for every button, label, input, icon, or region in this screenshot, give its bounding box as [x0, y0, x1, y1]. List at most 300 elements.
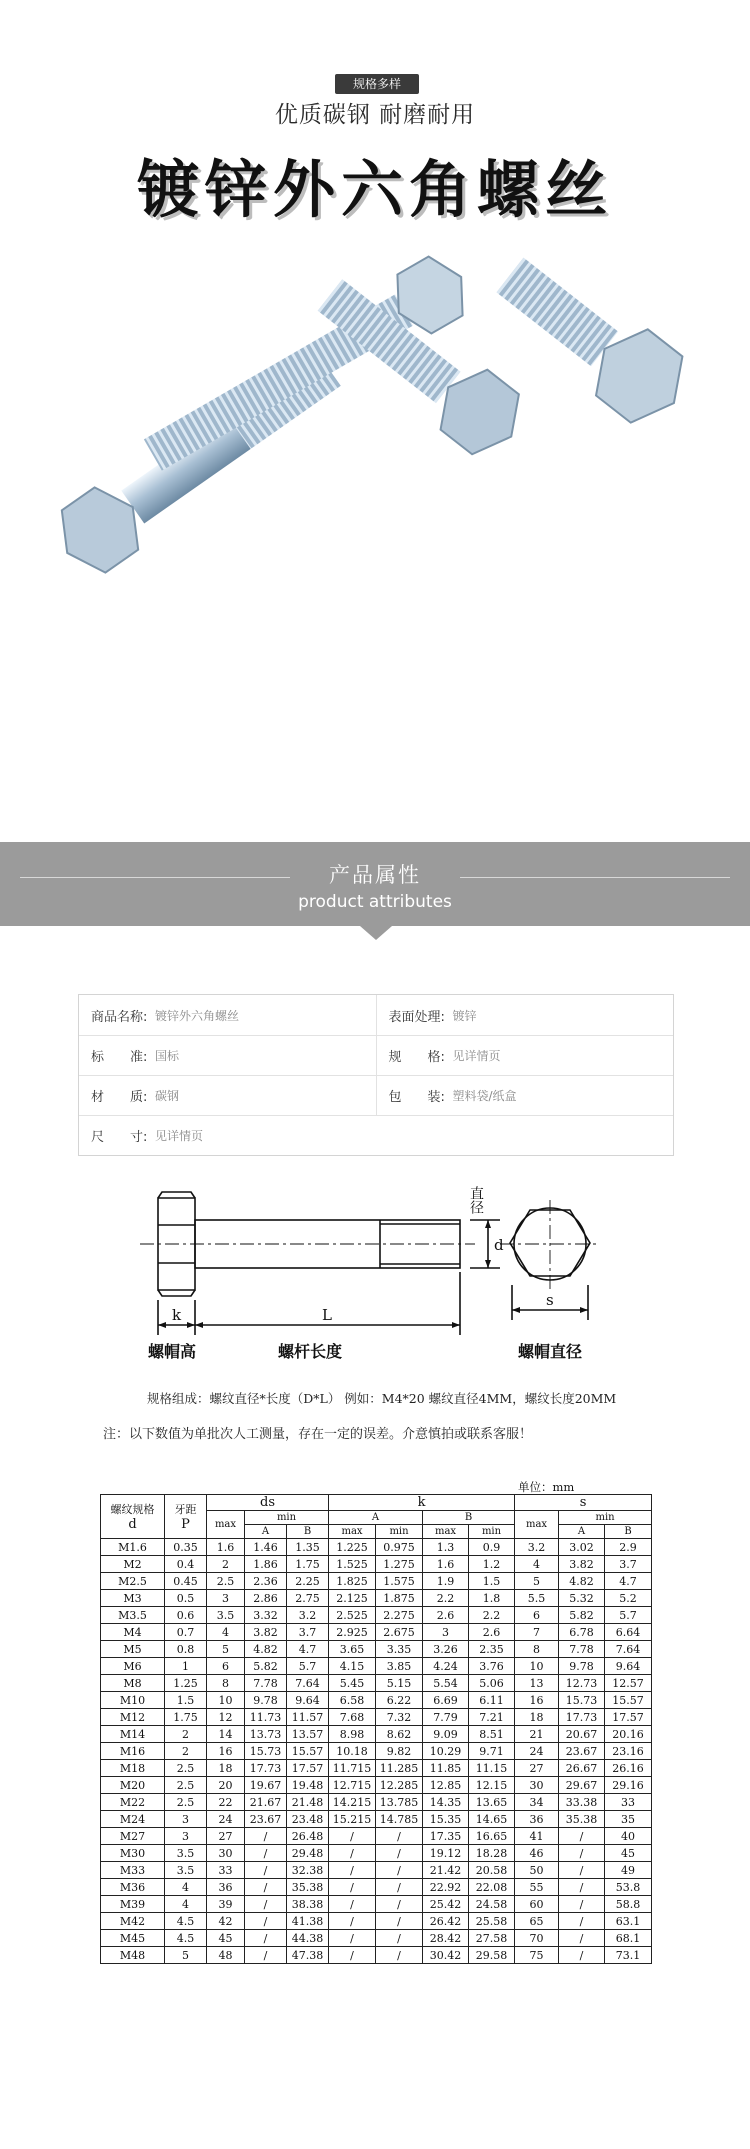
- table-cell: 7: [515, 1624, 559, 1641]
- header-A: A: [559, 1525, 605, 1539]
- table-cell: 1.75: [287, 1556, 329, 1573]
- table-cell: 5.2: [605, 1590, 652, 1607]
- table-cell: 39: [207, 1896, 245, 1913]
- table-cell: 41.38: [287, 1913, 329, 1930]
- table-cell: 2.2: [469, 1607, 515, 1624]
- table-cell: 46: [515, 1845, 559, 1862]
- table-cell: 20: [207, 1777, 245, 1794]
- table-row: [101, 1743, 652, 1760]
- table-cell: /: [376, 1845, 423, 1862]
- table-cell: 5.7: [605, 1607, 652, 1624]
- table-cell: 3.5: [207, 1607, 245, 1624]
- attribute-value: 国标: [155, 1049, 180, 1063]
- table-cell: 2.5: [207, 1573, 245, 1590]
- table-cell: 6: [515, 1607, 559, 1624]
- table-cell: 3: [165, 1811, 207, 1828]
- attribute-key: 包 装:: [388, 1090, 445, 1105]
- table-cell: 5.82: [559, 1607, 605, 1624]
- table-cell: 0.5: [165, 1590, 207, 1607]
- hero-subtitle: 优质碳钢 耐磨耐用: [274, 102, 476, 128]
- table-cell: 18: [207, 1760, 245, 1777]
- bolts-product-image: [0, 255, 750, 635]
- table-cell: M27: [101, 1828, 165, 1845]
- table-cell: 7.78: [245, 1675, 287, 1692]
- table-cell: 16: [207, 1743, 245, 1760]
- table-cell: M3: [101, 1590, 165, 1607]
- table-cell: 35.38: [559, 1811, 605, 1828]
- variety-badge: 规格多样: [335, 74, 419, 94]
- table-cell: /: [329, 1879, 376, 1896]
- table-row: [101, 1641, 652, 1658]
- table-cell: 17.73: [559, 1709, 605, 1726]
- table-cell: 18.28: [469, 1845, 515, 1862]
- table-cell: 1.75: [165, 1709, 207, 1726]
- banner-title-cn: 产品属性: [329, 863, 421, 887]
- table-cell: 29.48: [287, 1845, 329, 1862]
- table-cell: 41: [515, 1828, 559, 1845]
- table-cell: M39: [101, 1896, 165, 1913]
- table-cell: 16: [515, 1692, 559, 1709]
- table-cell: 25.42: [423, 1896, 469, 1913]
- table-cell: 6.64: [605, 1624, 652, 1641]
- table-cell: 36: [515, 1811, 559, 1828]
- table-cell: 3.85: [376, 1658, 423, 1675]
- table-row: [101, 1930, 652, 1947]
- table-cell: 12.715: [329, 1777, 376, 1794]
- table-row: [101, 1896, 652, 1913]
- table-cell: 13.785: [376, 1794, 423, 1811]
- table-cell: 2.36: [245, 1573, 287, 1590]
- table-cell: /: [245, 1930, 287, 1947]
- table-cell: 1.225: [329, 1539, 376, 1556]
- table-cell: 5: [165, 1947, 207, 1964]
- table-row: [101, 1794, 652, 1811]
- table-cell: 2.275: [376, 1607, 423, 1624]
- table-cell: 4.15: [329, 1658, 376, 1675]
- table-cell: 21.48: [287, 1794, 329, 1811]
- table-cell: 47.38: [287, 1947, 329, 1964]
- header-thread-spec-label: 螺纹规格: [110, 1503, 155, 1516]
- header-B: B: [287, 1525, 329, 1539]
- header-thread-spec: [101, 1495, 165, 1539]
- label-k: k: [172, 1306, 182, 1324]
- table-cell: 44.38: [287, 1930, 329, 1947]
- table-cell: /: [329, 1845, 376, 1862]
- table-cell: 6.22: [376, 1692, 423, 1709]
- table-cell: 4.7: [605, 1573, 652, 1590]
- table-cell: 3.35: [376, 1641, 423, 1658]
- table-cell: 3.02: [559, 1539, 605, 1556]
- table-cell: M22: [101, 1794, 165, 1811]
- table-cell: 33.38: [559, 1794, 605, 1811]
- table-cell: 10: [515, 1658, 559, 1675]
- table-cell: 19.67: [245, 1777, 287, 1794]
- header-A: A: [245, 1525, 287, 1539]
- table-cell: 33: [605, 1794, 652, 1811]
- table-row: [101, 1913, 652, 1930]
- table-cell: 2.125: [329, 1590, 376, 1607]
- table-cell: /: [559, 1913, 605, 1930]
- table-cell: 33: [207, 1862, 245, 1879]
- attribute-value: 塑料袋/纸盒: [452, 1089, 517, 1103]
- table-cell: 7.32: [376, 1709, 423, 1726]
- table-cell: 40: [605, 1828, 652, 1845]
- table-cell: 14.215: [329, 1794, 376, 1811]
- attributes-row: [79, 995, 673, 1035]
- table-cell: 20.16: [605, 1726, 652, 1743]
- dimension-table-body: [101, 1539, 652, 1964]
- table-cell: 55: [515, 1879, 559, 1896]
- table-cell: 3.7: [605, 1556, 652, 1573]
- table-cell: M3.5: [101, 1607, 165, 1624]
- attribute-key: 材 质:: [91, 1090, 148, 1105]
- table-cell: 0.9: [469, 1539, 515, 1556]
- table-cell: M5: [101, 1641, 165, 1658]
- table-cell: 8.98: [329, 1726, 376, 1743]
- header-B: B: [423, 1511, 515, 1525]
- table-cell: 5.32: [559, 1590, 605, 1607]
- table-cell: 3: [207, 1590, 245, 1607]
- table-cell: /: [376, 1896, 423, 1913]
- table-cell: 65: [515, 1913, 559, 1930]
- table-cell: 2: [165, 1726, 207, 1743]
- table-cell: /: [329, 1947, 376, 1964]
- table-cell: 4.7: [287, 1641, 329, 1658]
- table-cell: /: [245, 1913, 287, 1930]
- table-cell: 35: [605, 1811, 652, 1828]
- table-cell: 22.92: [423, 1879, 469, 1896]
- attribute-value: 见详情页: [155, 1129, 204, 1143]
- table-cell: 9.64: [287, 1692, 329, 1709]
- table-cell: 6.11: [469, 1692, 515, 1709]
- table-cell: 49: [605, 1862, 652, 1879]
- table-row: [101, 1811, 652, 1828]
- table-cell: 1.86: [245, 1556, 287, 1573]
- table-cell: 26.67: [559, 1760, 605, 1777]
- attribute-cell: [79, 995, 376, 1035]
- table-row: [101, 1726, 652, 1743]
- table-cell: 12.285: [376, 1777, 423, 1794]
- attribute-cell: [79, 1116, 673, 1155]
- table-cell: 32.38: [287, 1862, 329, 1879]
- header-min: min: [559, 1511, 652, 1525]
- table-row: [101, 1590, 652, 1607]
- table-cell: 75: [515, 1947, 559, 1964]
- caption-head-diameter: 螺帽直径: [518, 1342, 583, 1361]
- attribute-key: 标 准:: [91, 1050, 148, 1065]
- header-min: min: [376, 1525, 423, 1539]
- table-cell: 38.38: [287, 1896, 329, 1913]
- table-row: [101, 1539, 652, 1556]
- table-cell: 34: [515, 1794, 559, 1811]
- table-cell: 35.38: [287, 1879, 329, 1896]
- table-cell: /: [376, 1828, 423, 1845]
- table-cell: 15.73: [559, 1692, 605, 1709]
- table-cell: 9.78: [559, 1658, 605, 1675]
- table-cell: 15.215: [329, 1811, 376, 1828]
- attributes-row: [79, 1115, 673, 1155]
- table-cell: 11.73: [245, 1709, 287, 1726]
- header-max: max: [329, 1525, 376, 1539]
- table-cell: 0.7: [165, 1624, 207, 1641]
- table-cell: 2.6: [423, 1607, 469, 1624]
- table-cell: 0.6: [165, 1607, 207, 1624]
- table-cell: 24.58: [469, 1896, 515, 1913]
- table-cell: 3.76: [469, 1658, 515, 1675]
- table-cell: 1: [165, 1658, 207, 1675]
- table-cell: 7.21: [469, 1709, 515, 1726]
- hero-section: [0, 0, 750, 800]
- table-cell: 13: [515, 1675, 559, 1692]
- table-row: [101, 1828, 652, 1845]
- table-cell: 45: [207, 1930, 245, 1947]
- table-cell: /: [559, 1845, 605, 1862]
- table-cell: /: [329, 1862, 376, 1879]
- product-attributes-banner: [0, 842, 750, 926]
- table-cell: M2.5: [101, 1573, 165, 1590]
- table-cell: M10: [101, 1692, 165, 1709]
- table-cell: 19.12: [423, 1845, 469, 1862]
- table-cell: /: [245, 1828, 287, 1845]
- table-cell: 19.48: [287, 1777, 329, 1794]
- table-cell: 12.85: [423, 1777, 469, 1794]
- table-cell: 2.35: [469, 1641, 515, 1658]
- table-cell: 17.57: [605, 1709, 652, 1726]
- table-cell: 5.45: [329, 1675, 376, 1692]
- measurement-note: 注：以下数值为单批次人工测量，存在一定的误差。介意慎拍或联系客服！: [103, 1427, 533, 1442]
- table-cell: 22: [207, 1794, 245, 1811]
- table-row: [101, 1947, 652, 1964]
- table-cell: 11.285: [376, 1760, 423, 1777]
- attributes-row: [79, 1035, 673, 1075]
- table-cell: 2.25: [287, 1573, 329, 1590]
- table-cell: 14.65: [469, 1811, 515, 1828]
- table-cell: 15.57: [287, 1743, 329, 1760]
- table-row: [101, 1777, 652, 1794]
- table-header-row: [101, 1495, 652, 1511]
- table-cell: /: [245, 1879, 287, 1896]
- table-cell: 9.09: [423, 1726, 469, 1743]
- table-cell: 6.58: [329, 1692, 376, 1709]
- table-row: [101, 1624, 652, 1641]
- table-cell: 1.275: [376, 1556, 423, 1573]
- table-cell: 3.7: [287, 1624, 329, 1641]
- table-cell: 29.67: [559, 1777, 605, 1794]
- table-cell: 0.975: [376, 1539, 423, 1556]
- table-cell: /: [559, 1930, 605, 1947]
- table-cell: 5.54: [423, 1675, 469, 1692]
- table-cell: 42: [207, 1913, 245, 1930]
- table-cell: M4: [101, 1624, 165, 1641]
- table-cell: 23.48: [287, 1811, 329, 1828]
- table-row: [101, 1879, 652, 1896]
- table-cell: 4.82: [245, 1641, 287, 1658]
- table-cell: /: [329, 1913, 376, 1930]
- table-cell: M14: [101, 1726, 165, 1743]
- table-cell: 4: [165, 1879, 207, 1896]
- table-cell: /: [559, 1879, 605, 1896]
- table-cell: /: [329, 1930, 376, 1947]
- table-cell: 3.26: [423, 1641, 469, 1658]
- table-cell: 3.2: [515, 1539, 559, 1556]
- attribute-cell: [79, 1076, 376, 1115]
- table-cell: 15.57: [605, 1692, 652, 1709]
- header-pitch: [165, 1495, 207, 1539]
- table-cell: 26.42: [423, 1913, 469, 1930]
- header-B: B: [605, 1525, 652, 1539]
- table-cell: M24: [101, 1811, 165, 1828]
- table-cell: 17.35: [423, 1828, 469, 1845]
- table-cell: 58.8: [605, 1896, 652, 1913]
- table-cell: /: [559, 1947, 605, 1964]
- label-d: d: [494, 1236, 504, 1254]
- table-row: [101, 1760, 652, 1777]
- table-cell: M12: [101, 1709, 165, 1726]
- table-cell: 4: [515, 1556, 559, 1573]
- table-cell: /: [559, 1896, 605, 1913]
- table-cell: 5: [515, 1573, 559, 1590]
- table-cell: 68.1: [605, 1930, 652, 1947]
- table-cell: 2.675: [376, 1624, 423, 1641]
- table-cell: 14.35: [423, 1794, 469, 1811]
- table-cell: 21.42: [423, 1862, 469, 1879]
- table-cell: 1.8: [469, 1590, 515, 1607]
- table-cell: /: [376, 1879, 423, 1896]
- table-cell: 4.24: [423, 1658, 469, 1675]
- header-thread-spec-symbol: d: [128, 1517, 137, 1532]
- attribute-cell: [376, 1036, 674, 1075]
- table-cell: 5.5: [515, 1590, 559, 1607]
- table-cell: 1.2: [469, 1556, 515, 1573]
- table-cell: 3.82: [245, 1624, 287, 1641]
- table-cell: 21: [515, 1726, 559, 1743]
- header-min: min: [469, 1525, 515, 1539]
- table-cell: 3.5: [165, 1845, 207, 1862]
- table-cell: 15.73: [245, 1743, 287, 1760]
- dimension-table: [100, 1494, 652, 1964]
- table-row: [101, 1709, 652, 1726]
- table-cell: 14.785: [376, 1811, 423, 1828]
- table-cell: 10: [207, 1692, 245, 1709]
- table-cell: 1.825: [329, 1573, 376, 1590]
- table-cell: 5: [207, 1641, 245, 1658]
- table-cell: 7.79: [423, 1709, 469, 1726]
- table-cell: M1.6: [101, 1539, 165, 1556]
- table-cell: M6: [101, 1658, 165, 1675]
- table-cell: 2.86: [245, 1590, 287, 1607]
- table-row: [101, 1658, 652, 1675]
- table-cell: 28.42: [423, 1930, 469, 1947]
- attribute-key: 商品名称:: [91, 1009, 148, 1025]
- table-row: [101, 1573, 652, 1590]
- table-cell: 48: [207, 1947, 245, 1964]
- header-k: k: [329, 1495, 515, 1511]
- banner-title-en: product attributes: [298, 892, 452, 912]
- table-cell: 18: [515, 1709, 559, 1726]
- header-max: max: [207, 1511, 245, 1539]
- table-cell: 73.1: [605, 1947, 652, 1964]
- table-cell: 3.65: [329, 1641, 376, 1658]
- table-cell: 3.32: [245, 1607, 287, 1624]
- table-cell: 26.16: [605, 1760, 652, 1777]
- attribute-key: 表面处理:: [388, 1009, 445, 1025]
- table-cell: 45: [605, 1845, 652, 1862]
- table-cell: /: [559, 1828, 605, 1845]
- table-cell: 11.85: [423, 1760, 469, 1777]
- table-cell: M30: [101, 1845, 165, 1862]
- header-min: min: [245, 1511, 329, 1525]
- table-cell: 14: [207, 1726, 245, 1743]
- table-cell: 0.8: [165, 1641, 207, 1658]
- table-cell: 1.9: [423, 1573, 469, 1590]
- attribute-key: 规 格:: [388, 1050, 445, 1065]
- table-cell: 30: [515, 1777, 559, 1794]
- table-cell: 4: [207, 1624, 245, 1641]
- table-cell: 2.2: [423, 1590, 469, 1607]
- table-cell: 27: [207, 1828, 245, 1845]
- table-cell: 29.58: [469, 1947, 515, 1964]
- table-cell: 5.15: [376, 1675, 423, 1692]
- unit-label: 单位：mm: [518, 1480, 575, 1494]
- table-cell: 12.57: [605, 1675, 652, 1692]
- table-cell: 1.46: [245, 1539, 287, 1556]
- table-cell: /: [245, 1896, 287, 1913]
- table-cell: 12: [207, 1709, 245, 1726]
- table-cell: M2: [101, 1556, 165, 1573]
- table-cell: 20.58: [469, 1862, 515, 1879]
- table-cell: 17.73: [245, 1760, 287, 1777]
- table-cell: 1.5: [165, 1692, 207, 1709]
- table-cell: 30.42: [423, 1947, 469, 1964]
- table-cell: 4.82: [559, 1573, 605, 1590]
- table-cell: 4: [165, 1896, 207, 1913]
- table-row: [101, 1845, 652, 1862]
- table-cell: 10.29: [423, 1743, 469, 1760]
- table-cell: 1.25: [165, 1675, 207, 1692]
- label-L: L: [322, 1306, 332, 1324]
- table-cell: 23.67: [245, 1811, 287, 1828]
- table-row: [101, 1607, 652, 1624]
- table-cell: 0.4: [165, 1556, 207, 1573]
- table-cell: 2.9: [605, 1539, 652, 1556]
- table-cell: 2: [207, 1556, 245, 1573]
- attribute-cell: [376, 995, 674, 1035]
- table-cell: /: [329, 1828, 376, 1845]
- table-cell: 8.62: [376, 1726, 423, 1743]
- table-cell: 8: [515, 1641, 559, 1658]
- table-cell: 26.48: [287, 1828, 329, 1845]
- header-max: max: [423, 1525, 469, 1539]
- table-cell: 13.65: [469, 1794, 515, 1811]
- attribute-key: 尺 寸:: [91, 1130, 148, 1145]
- table-cell: 23.67: [559, 1743, 605, 1760]
- hero-title: 镀锌外六角螺丝: [136, 153, 613, 226]
- table-row: [101, 1862, 652, 1879]
- table-cell: 36: [207, 1879, 245, 1896]
- table-cell: 5.06: [469, 1675, 515, 1692]
- table-cell: /: [376, 1930, 423, 1947]
- table-cell: 6.78: [559, 1624, 605, 1641]
- table-cell: 25.58: [469, 1913, 515, 1930]
- table-cell: 12.73: [559, 1675, 605, 1692]
- table-cell: 2.5: [165, 1777, 207, 1794]
- table-cell: 2.6: [469, 1624, 515, 1641]
- table-cell: 20.67: [559, 1726, 605, 1743]
- table-cell: 5.82: [245, 1658, 287, 1675]
- header-A: A: [329, 1511, 423, 1525]
- header-ds: ds: [207, 1495, 329, 1511]
- table-cell: 23.16: [605, 1743, 652, 1760]
